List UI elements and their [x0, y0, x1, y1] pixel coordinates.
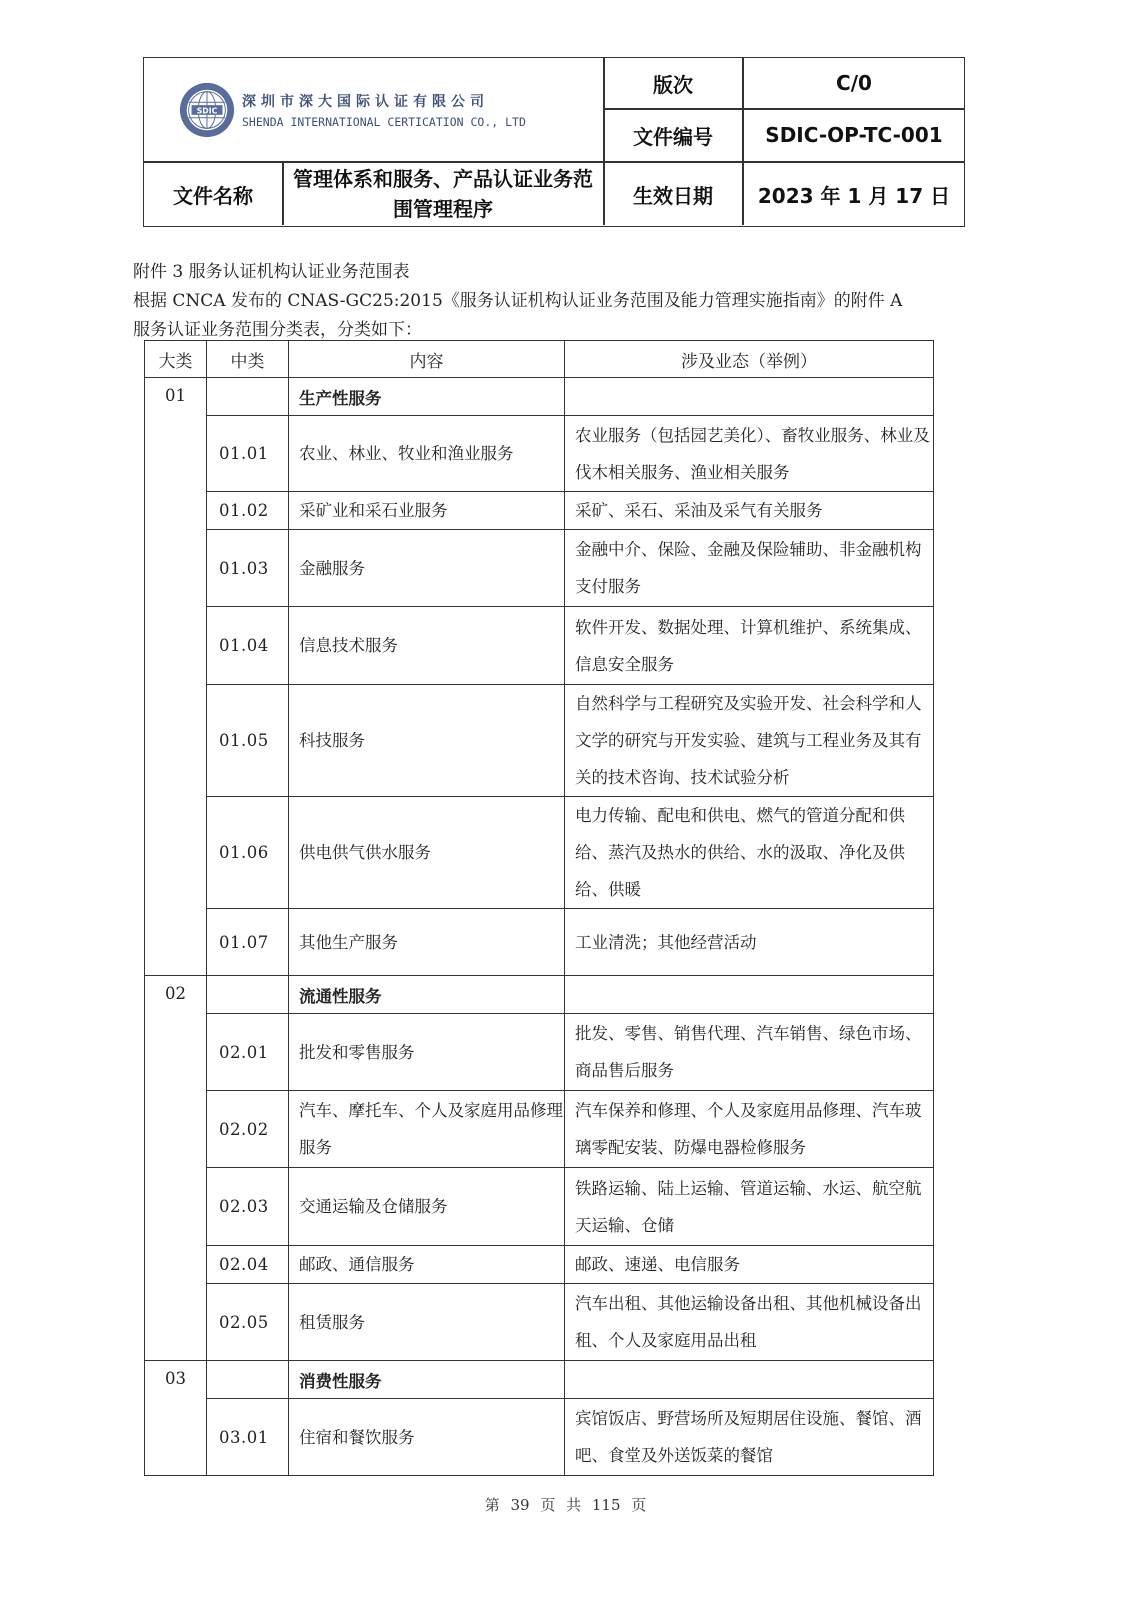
mid-code-empty: [207, 976, 289, 1014]
table-header-row: [145, 341, 934, 378]
mid-code: 01.04: [207, 607, 289, 685]
table-row: [145, 1014, 934, 1091]
mid-code: 02.01: [207, 1014, 289, 1091]
examples-cell: 铁路运输、陆上运输、管道运输、水运、航空航天运输、仓储: [565, 1168, 934, 1246]
table-row: [145, 1284, 934, 1361]
column-header-content: 内容: [289, 341, 565, 378]
content-cell: 邮政、通信服务: [289, 1246, 565, 1284]
page-number: 第 39 页 共 115 页: [484, 1496, 647, 1514]
effective-date-value: 2023 年 1 月 17 日: [757, 183, 951, 208]
company-name-cn: 深圳市深大国际认证有限公司: [242, 93, 489, 110]
doc-name-label: 文件名称: [173, 183, 253, 208]
svg-text:SDIC: SDIC: [196, 105, 218, 115]
category-row: [145, 378, 934, 416]
table-row: [145, 530, 934, 607]
examples-cell: 采矿、采石、采油及采气有关服务: [565, 492, 934, 530]
doc-number-label: 文件编号: [633, 124, 713, 149]
major-code: 03: [145, 1361, 207, 1476]
category-row: [145, 1361, 934, 1399]
column-header-major: 大类: [145, 341, 207, 378]
table-row: [145, 797, 934, 909]
mid-code: 03.01: [207, 1399, 289, 1476]
category-title: 流通性服务: [289, 976, 565, 1014]
attachment-title: 附件 3 服务认证机构认证业务范围表: [133, 262, 410, 282]
examples-cell: 批发、零售、销售代理、汽车销售、绿色市场、商品售后服务: [565, 1014, 934, 1091]
doc-name-value: 管理体系和服务、产品认证业务范围管理程序: [293, 167, 593, 221]
table-row: [145, 1246, 934, 1284]
mid-code: 02.03: [207, 1168, 289, 1246]
major-code: 02: [145, 976, 207, 1361]
column-header-mid: 中类: [207, 341, 289, 378]
effective-date-label: 生效日期: [633, 183, 713, 208]
examples-empty: [565, 1361, 934, 1399]
content-cell: 租赁服务: [289, 1284, 565, 1361]
content-cell: 汽车、摩托车、个人及家庭用品修理服务: [289, 1091, 565, 1168]
company-seal-icon: [178, 81, 236, 139]
content-cell: 住宿和餐饮服务: [289, 1399, 565, 1476]
company-name-en: SHENDA INTERNATIONAL CERTICATION CO., LTD: [242, 114, 526, 129]
content-cell: 供电供气供水服务: [289, 797, 565, 909]
mid-code: 01.05: [207, 685, 289, 797]
category-row: [145, 976, 934, 1014]
mid-code: 02.05: [207, 1284, 289, 1361]
mid-code: 02.04: [207, 1246, 289, 1284]
examples-empty: [565, 378, 934, 416]
mid-code-empty: [207, 1361, 289, 1399]
company-logo: [144, 58, 604, 161]
examples-cell: 汽车保养和修理、个人及家庭用品修理、汽车玻璃零配安装、防爆电器检修服务: [565, 1091, 934, 1168]
table-row: [145, 492, 934, 530]
content-cell: 金融服务: [289, 530, 565, 607]
examples-cell: 农业服务（包括园艺美化）、畜牧业服务、林业及伐木相关服务、渔业相关服务: [565, 416, 934, 492]
examples-cell: 工业清洗；其他经营活动: [565, 909, 934, 976]
mid-code: 01.01: [207, 416, 289, 492]
examples-empty: [565, 976, 934, 1014]
doc-number-value: SDIC-OP-TC-001: [765, 123, 943, 147]
content-cell: 采矿业和采石业服务: [289, 492, 565, 530]
mid-code: 01.06: [207, 797, 289, 909]
table-row: [145, 416, 934, 492]
intro-paragraph-line-1: 根据 CNCA 发布的 CNAS-GC25:2015《服务认证机构认证业务范围及能力管理实施指南》的附件 A: [133, 291, 903, 311]
content-cell: 其他生产服务: [289, 909, 565, 976]
column-header-examples: 涉及业态（举例）: [565, 341, 934, 378]
mid-code: 01.03: [207, 530, 289, 607]
content-cell: 农业、林业、牧业和渔业服务: [289, 416, 565, 492]
version-value: C/0: [836, 71, 872, 95]
mid-code: 01.07: [207, 909, 289, 976]
category-title: 消费性服务: [289, 1361, 565, 1399]
examples-cell: 邮政、速递、电信服务: [565, 1246, 934, 1284]
category-title: 生产性服务: [289, 378, 565, 416]
document-header: [143, 57, 965, 227]
examples-cell: 宾馆饭店、野营场所及短期居住设施、餐馆、酒吧、食堂及外送饭菜的餐馆: [565, 1399, 934, 1476]
table-row: [145, 1091, 934, 1168]
table-row: [145, 607, 934, 685]
table-row: [145, 1168, 934, 1246]
examples-cell: 汽车出租、其他运输设备出租、其他机械设备出租、个人及家庭用品出租: [565, 1284, 934, 1361]
content-cell: 交通运输及仓储服务: [289, 1168, 565, 1246]
service-scope-table: [144, 340, 934, 1476]
intro-paragraph-line-2: 服务认证业务范围分类表，分类如下：: [133, 320, 422, 340]
table-row: [145, 1399, 934, 1476]
version-label: 版次: [653, 72, 693, 97]
examples-cell: 软件开发、数据处理、计算机维护、系统集成、信息安全服务: [565, 607, 934, 685]
mid-code: 02.02: [207, 1091, 289, 1168]
content-cell: 科技服务: [289, 685, 565, 797]
table-row: [145, 685, 934, 797]
table-row: [145, 909, 934, 976]
mid-code-empty: [207, 378, 289, 416]
examples-cell: 自然科学与工程研究及实验开发、社会科学和人文学的研究与开发实验、建筑与工程业务及其有关的技术咨询、技术试验分析: [565, 685, 934, 797]
examples-cell: 电力传输、配电和供电、燃气的管道分配和供给、蒸汽及热水的供给、水的汲取、净化及供给、供暖: [565, 797, 934, 909]
mid-code: 01.02: [207, 492, 289, 530]
examples-cell: 金融中介、保险、金融及保险辅助、非金融机构支付服务: [565, 530, 934, 607]
major-code: 01: [145, 378, 207, 976]
content-cell: 信息技术服务: [289, 607, 565, 685]
content-cell: 批发和零售服务: [289, 1014, 565, 1091]
